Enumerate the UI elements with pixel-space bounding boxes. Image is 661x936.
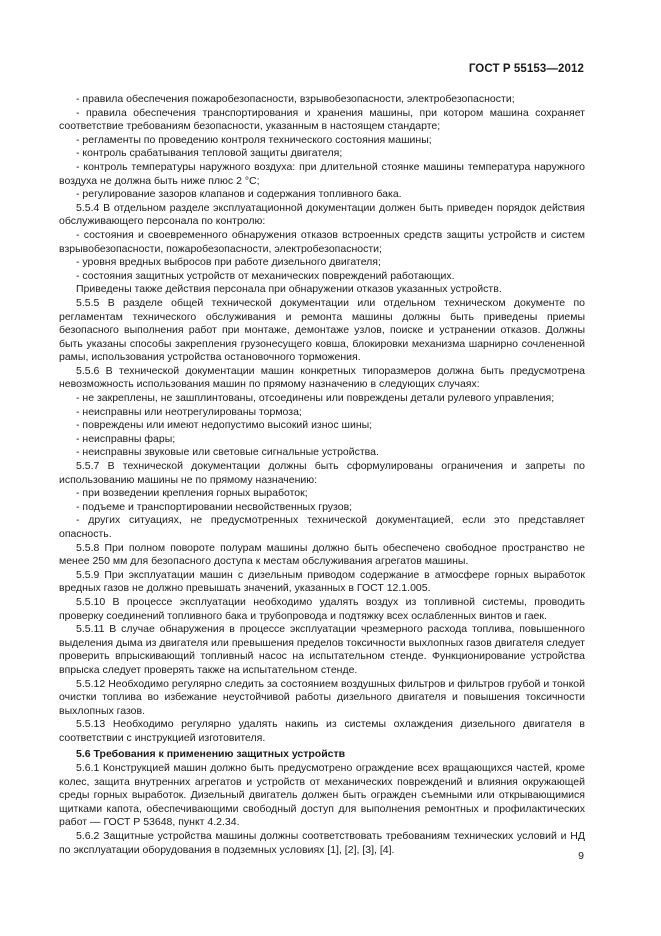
paragraph: 5.5.11 В случае обнаружения в процессе эксплуатации чрезмерного расхода топлива, повышенного выделения дыма из двигателя или превышения пределов токсичности выхлопных газов двигателя следует проверить впрыскивающий топливный насос на испытательном стенде. Функционирование устройства впрыска следует проверять также на испытательном стенде. (59, 623, 585, 676)
paragraph: 5.5.7 В технической документации должны быть сформулированы ограничения и запреты по использованию машины не по прямому назначению: (59, 460, 585, 486)
paragraph: - состояния и своевременного обнаружения отказов встроенных средств защиты устройств и систем взрывобезопасности, пожаробезопасности, электробезопасности; (59, 228, 585, 255)
section-heading: 5.6 Требования к применению защитных устройств (76, 747, 346, 760)
paragraph: - состояния защитных устройств от механических повреждений работающих. (76, 269, 455, 282)
paragraph: - неисправны или неотрегулированы тормоза; (76, 405, 302, 418)
paragraph: - при возведении крепления горных выработок; (76, 487, 308, 500)
paragraph: 5.5.12 Необходимо регулярно следить за состоянием воздушных фильтров и фильтров грубой и тонкой очистки топлива во избежание неустойчивой работы дизельного двигателя и повышения токсичности выхлопных газов. (59, 677, 585, 717)
paragraph: - повреждены или имеют недопустимо высокий износ шины; (76, 419, 373, 432)
paragraph: - неисправны фары; (76, 432, 176, 445)
document-body (59, 93, 585, 857)
paragraph: - контроль срабатывания тепловой защиты двигателя; (76, 147, 343, 160)
paragraph: - подъеме и транспортировании несвойственных грузов; (76, 500, 353, 513)
paragraph: 5.6.2 Защитные устройства машины должны соответствовать требованиям технических условий и НД по эксплуатации оборудования в подземных условиях [1], [2], [3], [4]. (59, 830, 585, 856)
paragraph: - регламенты по проведению контроля технического состояния машины; (76, 133, 432, 146)
paragraph: 5.5.8 При полном повороте полурам машины должно быть обеспечено свободное пространство не менее 250 мм для безопасного доступа к местам обслуживания агрегатов машины. (59, 541, 585, 568)
paragraph: 5.5.6 В технической документации машин конкретных типоразмеров должна быть предусмотрена невозможность использования машин по прямому назначению в следующих случаях: (59, 364, 585, 391)
page-number: 9 (578, 850, 584, 862)
paragraph: 5.5.4 В отдельном разделе эксплуатационной документации должен быть приведен порядок действия обслуживающего персонала по контролю: (59, 201, 585, 228)
paragraph: 5.5.10 В процессе эксплуатации необходимо удалять воздух из топливной системы, проводить проверку соединений топливного бака и трубопровода и подтяжку всех ослабленных винтов и гаек. (59, 595, 585, 622)
paragraph: - контроль температуры наружного воздуха: при длительной стоянке машины температура наружного воздуха не должна быть ниже плюс 2 °С; (59, 160, 585, 187)
paragraph: 5.5.9 При эксплуатации машин с дизельным приводом содержание в атмосфере горных выработок вредных газов не должно превышать значений, указанных в ГОСТ 12.1.005. (59, 568, 585, 595)
paragraph: 5.5.5 В разделе общей технической документации или отдельном техническом документе по регламентам технического обслуживания и ремонта машины должны быть приведены приемы безопасного выполнения работ при монтаже, демонтаже узлов, поиске и устранении отказов. Должны быть указаны способы закрепления грузонесущего ковша, блокировки механизма шарнирно сочлененной рамы, использования устройства остановочного торможения. (59, 296, 585, 364)
paragraph: - неисправны звуковые или световые сигнальные устройства. (76, 446, 379, 459)
paragraph: - уровня вредных выбросов при работе дизельного двигателя; (76, 256, 381, 269)
paragraph: - других ситуациях, не предусмотренных технической документацией, если это представляет опасность. (59, 514, 585, 540)
paragraph: 5.6.1 Конструкцией машин должно быть предусмотрено ограждение всех вращающихся частей, кроме колес, защита внутренних агрегатов и устройств от механических повреждений и влияния окружающей среды горных выработок. Дизельный двигатель должен быть огражден съемными или открывающимися щитками капота, обеспечивающими свободный доступ для выполнения ремонтных и профилактических работ — ГОСТ Р 53648, пункт 4.2.34. (59, 762, 585, 829)
paragraph: - правила обеспечения транспортирования и хранения машины, при котором машина сохраняет соответствие требованиям безопасности, указанным в настоящем стандарте; (59, 106, 585, 133)
standard-header: ГОСТ Р 55153—2012 (468, 63, 584, 75)
paragraph: Приведены также действия персонала при обнаружении отказов указанных устройств. (76, 283, 502, 296)
paragraph: - правила обеспечения пожаробезопасности, взрывобезопасности, электробезопасности; (76, 93, 515, 105)
paragraph: - не закреплены, не зашплинтованы, отсоединены или повреждены детали рулевого управления; (76, 392, 555, 405)
paragraph: - регулирование зазоров клапанов и содержания топливного бака. (76, 188, 402, 201)
paragraph: 5.5.13 Необходимо регулярно удалять накипь из системы охлаждения дизельного двигателя в соответствии с инструкцией изготовителя. (59, 718, 585, 744)
